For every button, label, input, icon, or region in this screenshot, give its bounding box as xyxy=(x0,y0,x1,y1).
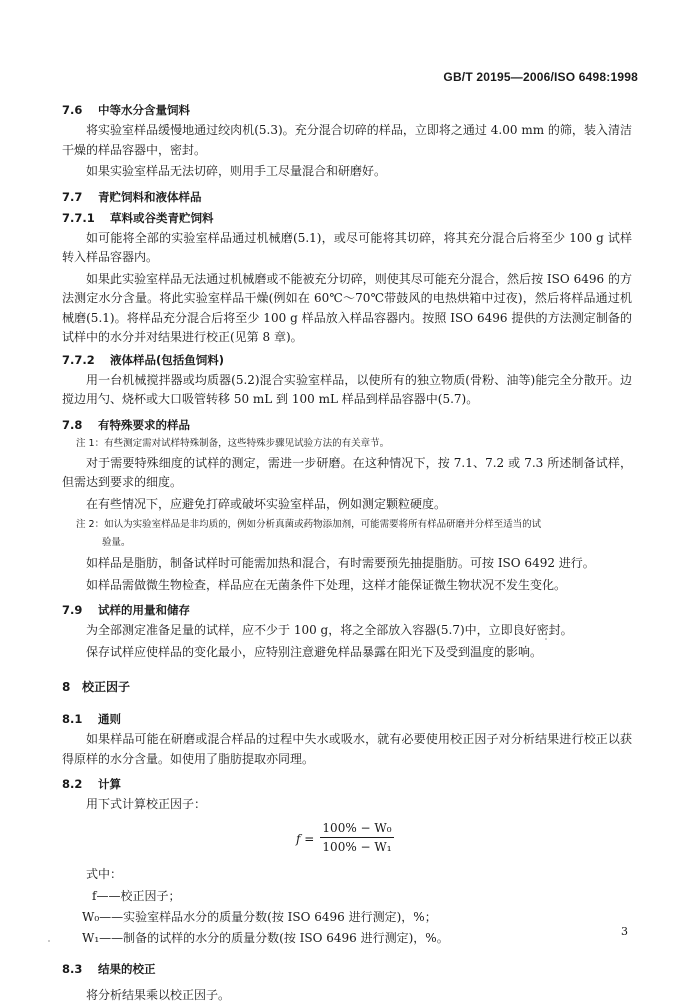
note-1: 注 1：有些测定需对试样特殊制备，这些特殊步骤见试验方法的有关章节。 xyxy=(76,437,390,449)
definition-w1: W₁——制备的试样的水分的质量分数(按 ISO 6496 进行测定)，%。 xyxy=(82,931,449,945)
chapter-8-heading xyxy=(62,678,632,696)
correction-factor-formula xyxy=(62,821,632,861)
section-title: 草料或谷类青贮饲料 xyxy=(110,210,214,225)
paragraph: 保存试样应使样品的变化最小，应特别注意避免样品暴露在阳光下及受到温度的影响。 xyxy=(86,644,543,659)
section-title: 液体样品(包括鱼饲料) xyxy=(110,352,225,367)
paragraph: 将分析结果乘以校正因子。 xyxy=(86,988,231,1002)
paragraph: 用一台机械搅拌器或均质器(5.2)混合实验室样品，以使所有的独立物质(骨粉、油等)能完全分散开。边搅边用勺、烧杯或大口吸管转移 50 mL 到 100 mL 样品到样品容器中(5.7)。 xyxy=(62,372,632,406)
section-number: 7.9 xyxy=(62,603,83,617)
section-number: 7.6 xyxy=(62,103,83,117)
section-number: 8.1 xyxy=(62,712,83,726)
paragraph: 为全部测定准备足量的试样，应不少于 100 g，将之全部放入容器(5.7)中，立即良好密封。 xyxy=(86,623,573,637)
section-number: 8.2 xyxy=(62,777,83,791)
chapter-title: 校正因子 xyxy=(82,680,131,694)
scan-speck xyxy=(48,940,50,942)
paragraph: 如果样品可能在研磨或混合样品的过程中失水或吸水，就有必要使用校正因子对分析结果进行校正以获得原样的水分含量。如使用了脂肪提取亦同理。 xyxy=(62,732,632,766)
definition-f: f——校正因子； xyxy=(92,889,181,903)
paragraph: 如样品是脂肪，制备试样时可能需加热和混合，有时需要预先抽提脂肪。可按 ISO 6492 进行。 xyxy=(86,556,595,570)
paragraph: 如果实验室样品无法切碎，则用手工尽量混合和研磨好。 xyxy=(86,164,387,178)
section-title: 青贮饲料和液体样品 xyxy=(98,189,202,204)
section-title: 结果的校正 xyxy=(98,962,156,976)
paragraph: 如可能将全部的实验室样品通过机械磨(5.1)，或尽可能将其切碎，将其充分混合后将至少 100 g 试样转入样品容器内。 xyxy=(62,230,632,264)
section-title: 中等水分含量饲料 xyxy=(98,103,190,117)
section-8-2-heading xyxy=(62,775,632,793)
standard-code-header: GB/T 20195—2006/ISO 6498:1998 xyxy=(443,70,638,84)
section-number: 7.7.1 xyxy=(62,210,95,225)
scan-speck xyxy=(545,638,547,640)
page-number: 3 xyxy=(621,925,628,938)
section-number: 8.3 xyxy=(62,962,83,976)
formula-denominator: 100% − W₁ xyxy=(322,839,392,854)
paragraph: 如果此实验室样品无法通过机械磨或不能被充分切碎，则使其尽可能充分混合，然后按 ISO 6496 的方法测定水分含量。将此实验室样品干燥(例如在 60℃～70℃带鼓风的电热烘箱中过夜)，然后将样品通过机械磨(5.1)。将样品充分混合后将至少 100 g 样品放入样品容器内。按照 ISO 6496 提供的方法测定制备的试样中的水分并对结果进行校正(见第 8 章)。 xyxy=(62,271,632,344)
where-label: 式中： xyxy=(86,866,123,881)
section-7-7-2-heading xyxy=(62,351,632,369)
paragraph: 将实验室样品缓慢地通过绞肉机(5.3)。充分混合切碎的样品，立即将之通过 4.00 mm 的筛，装入清洁干燥的样品容器中，密封。 xyxy=(62,123,632,157)
paragraph: 对于需要特殊细度的试样的测定，需进一步研磨。在这种情况下，按 7.1、7.2 或 7.3 所述制备试样，但需达到要求的细度。 xyxy=(62,455,632,489)
document-body xyxy=(62,95,632,1008)
section-number: 7.7 xyxy=(62,189,83,204)
definition-w0: W₀——实验室样品水分的质量分数(按 ISO 6496 进行测定)，%； xyxy=(82,910,437,924)
section-7-6-heading xyxy=(62,101,632,119)
section-7-8-heading xyxy=(62,416,632,434)
note-2-line-1: 注 2：如认为实验室样品是非均质的，例如分析真菌或药物添加剂，可能需要将所有样品研磨并分样至适当的试 xyxy=(76,519,542,530)
section-title: 计算 xyxy=(98,777,121,791)
chapter-number: 8 xyxy=(62,680,71,694)
formula-numerator: 100% − W₀ xyxy=(320,821,394,838)
section-7-7-heading xyxy=(62,188,632,206)
section-title: 试样的用量和储存 xyxy=(98,603,190,617)
section-8-3-heading xyxy=(62,960,632,978)
section-title: 有特殊要求的样品 xyxy=(98,417,190,432)
note-2 xyxy=(62,516,632,552)
section-number: 7.7.2 xyxy=(62,352,95,367)
paragraph: 在有些情况下，应避免打碎或破坏实验室样品，例如测定颗粒硬度。 xyxy=(86,496,447,511)
note-2-line-2: 验量。 xyxy=(102,537,131,548)
paragraph: 如样品需做微生物检查，样品应在无菌条件下处理，这样才能保证微生物状况不发生变化。 xyxy=(86,577,567,592)
section-7-9-heading xyxy=(62,601,632,619)
section-number: 7.8 xyxy=(62,417,83,432)
section-8-1-heading xyxy=(62,710,632,728)
section-title: 通则 xyxy=(98,712,121,726)
section-7-7-1-heading xyxy=(62,209,632,227)
formula-lhs: f = xyxy=(296,831,315,846)
formula-intro: 用下式计算校正因子： xyxy=(86,797,207,811)
formula-fraction xyxy=(320,821,394,854)
